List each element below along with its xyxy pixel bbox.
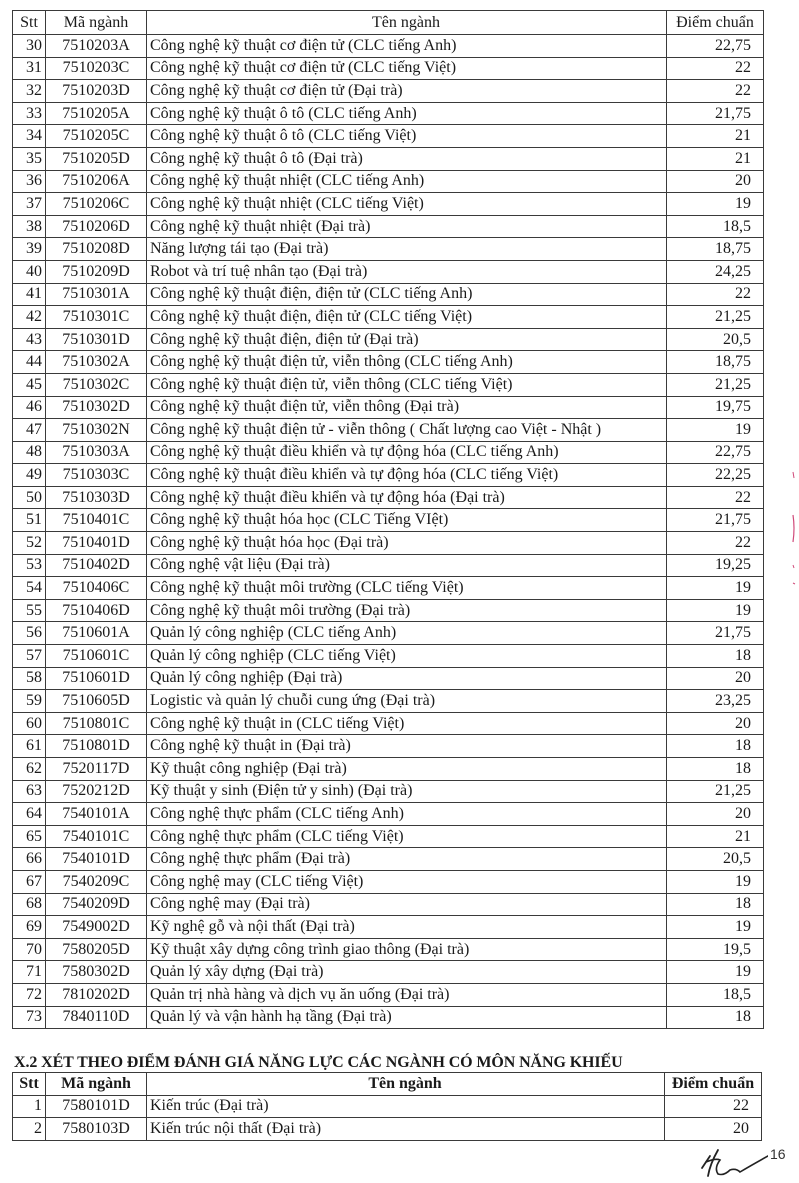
code-cell: 7510303D: [46, 486, 147, 509]
table-row: [13, 961, 764, 984]
code-cell: 7840110D: [46, 1006, 147, 1029]
name-cell: Công nghệ kỹ thuật in (Đại trà): [147, 735, 667, 758]
table-row: [13, 283, 764, 306]
score-cell: 20,5: [667, 848, 764, 871]
code-cell: 7510205D: [46, 147, 147, 170]
score-cell: 24,25: [667, 260, 764, 283]
code-cell: 7510301D: [46, 328, 147, 351]
stt-cell: 68: [13, 893, 46, 916]
stt-cell: 66: [13, 848, 46, 871]
stt-cell: 48: [13, 441, 46, 464]
code-cell: 7510208D: [46, 238, 147, 261]
code-cell: 7580205D: [46, 938, 147, 961]
stt-cell: 64: [13, 803, 46, 826]
table-row: [13, 328, 764, 351]
name-cell: Kỹ thuật công nghiệp (Đại trà): [147, 758, 667, 781]
header-code: Mã ngành: [46, 11, 147, 35]
stt-cell: 35: [13, 147, 46, 170]
name-cell: Công nghệ may (Đại trà): [147, 893, 667, 916]
table-row: [13, 803, 764, 826]
name-cell: Công nghệ kỹ thuật điện, điện tử (CLC tiếng Anh): [147, 283, 667, 306]
stt-cell: 58: [13, 667, 46, 690]
name-cell: Quản lý xây dựng (Đại trà): [147, 961, 667, 984]
table-row: [13, 260, 764, 283]
stt-cell: 40: [13, 260, 46, 283]
name-cell: Công nghệ kỹ thuật cơ điện tử (Đại trà): [147, 80, 667, 103]
stt-cell: 47: [13, 419, 46, 442]
name-cell: Công nghệ kỹ thuật nhiệt (CLC tiếng Anh): [147, 170, 667, 193]
name-cell: Công nghệ kỹ thuật ô tô (CLC tiếng Anh): [147, 102, 667, 125]
code-cell: 7510303A: [46, 441, 147, 464]
code-cell: 7510206C: [46, 193, 147, 216]
code-cell: 7510605D: [46, 690, 147, 713]
stt-cell: 42: [13, 306, 46, 329]
stt-cell: 54: [13, 577, 46, 600]
name-cell: Quản lý và vận hành hạ tầng (Đại trà): [147, 1006, 667, 1029]
header-stt: Stt: [13, 1073, 46, 1096]
score-cell: 21,25: [667, 780, 764, 803]
name-cell: Công nghệ kỹ thuật hóa học (CLC Tiếng VIệt): [147, 509, 667, 532]
table-row: [13, 419, 764, 442]
table-row: [13, 983, 764, 1006]
code-cell: 7510401C: [46, 509, 147, 532]
table-row: [13, 351, 764, 374]
code-cell: 7510203D: [46, 80, 147, 103]
name-cell: Kỹ nghệ gỗ và nội thất (Đại trà): [147, 916, 667, 939]
header-code: Mã ngành: [46, 1073, 147, 1096]
score-cell: 23,25: [667, 690, 764, 713]
score-cell: 18: [667, 735, 764, 758]
score-cell: 22: [667, 80, 764, 103]
code-cell: 7510303C: [46, 464, 147, 487]
code-cell: 7510206A: [46, 170, 147, 193]
code-cell: 7510203A: [46, 35, 147, 58]
score-cell: 22,75: [667, 35, 764, 58]
handwritten-signature-icon: [696, 1146, 768, 1180]
code-cell: 7510801C: [46, 712, 147, 735]
table-row: [13, 170, 764, 193]
code-cell: 7549002D: [46, 916, 147, 939]
code-cell: 7510406D: [46, 599, 147, 622]
name-cell: Kiến trúc (Đại trà): [147, 1095, 665, 1118]
score-cell: 20: [667, 712, 764, 735]
code-cell: 7510301A: [46, 283, 147, 306]
name-cell: Công nghệ kỹ thuật điện tử, viễn thông (Đại trà): [147, 396, 667, 419]
code-cell: 7540209D: [46, 893, 147, 916]
stt-cell: 45: [13, 373, 46, 396]
header-score: Điểm chuẩn: [665, 1073, 762, 1096]
stt-cell: 56: [13, 622, 46, 645]
table-row: [13, 102, 764, 125]
code-cell: 7510302A: [46, 351, 147, 374]
code-cell: 7540101C: [46, 825, 147, 848]
stt-cell: 30: [13, 35, 46, 58]
header-stt: Stt: [13, 11, 46, 35]
score-cell: 22: [667, 283, 764, 306]
stt-cell: 51: [13, 509, 46, 532]
name-cell: Công nghệ kỹ thuật ô tô (CLC tiếng Việt): [147, 125, 667, 148]
stt-cell: 46: [13, 396, 46, 419]
name-cell: Quản lý công nghiệp (CLC tiếng Anh): [147, 622, 667, 645]
code-cell: 7510302N: [46, 419, 147, 442]
code-cell: 7540101A: [46, 803, 147, 826]
name-cell: Công nghệ thực phẩm (CLC tiếng Việt): [147, 825, 667, 848]
table-row: [13, 893, 764, 916]
score-cell: 21,25: [667, 373, 764, 396]
table-row: [13, 938, 764, 961]
score-cell: 18: [667, 758, 764, 781]
name-cell: Công nghệ kỹ thuật nhiệt (CLC tiếng Việt): [147, 193, 667, 216]
table-row: [13, 441, 764, 464]
stt-cell: 63: [13, 780, 46, 803]
stt-cell: 44: [13, 351, 46, 374]
score-cell: 21,75: [667, 622, 764, 645]
name-cell: Công nghệ kỹ thuật cơ điện tử (CLC tiếng Việt): [147, 57, 667, 80]
code-cell: 7510801D: [46, 735, 147, 758]
name-cell: Quản lý công nghiệp (Đại trà): [147, 667, 667, 690]
table-row: [13, 147, 764, 170]
score-cell: 19: [667, 961, 764, 984]
score-cell: 18,5: [667, 983, 764, 1006]
table-row: [13, 1095, 762, 1118]
table-row: [13, 306, 764, 329]
code-cell: 7510206D: [46, 215, 147, 238]
stt-cell: 67: [13, 870, 46, 893]
stt-cell: 61: [13, 735, 46, 758]
score-cell: 22: [667, 57, 764, 80]
table-row: [13, 464, 764, 487]
stt-cell: 49: [13, 464, 46, 487]
score-cell: 21,25: [667, 306, 764, 329]
stt-cell: 71: [13, 961, 46, 984]
stt-cell: 36: [13, 170, 46, 193]
code-cell: 7510205A: [46, 102, 147, 125]
code-cell: 7510601A: [46, 622, 147, 645]
stt-cell: 52: [13, 532, 46, 555]
table-row: [13, 712, 764, 735]
stt-cell: 33: [13, 102, 46, 125]
table-row: [13, 690, 764, 713]
name-cell: Công nghệ kỹ thuật cơ điện tử (CLC tiếng Anh): [147, 35, 667, 58]
code-cell: 7510302C: [46, 373, 147, 396]
stt-cell: 59: [13, 690, 46, 713]
code-cell: 7510301C: [46, 306, 147, 329]
header-score: Điểm chuẩn: [667, 11, 764, 35]
name-cell: Công nghệ kỹ thuật điều khiển và tự động hóa (CLC tiếng Việt): [147, 464, 667, 487]
score-cell: 22,25: [667, 464, 764, 487]
table-row: [13, 622, 764, 645]
table-row: [13, 396, 764, 419]
name-cell: Kỹ thuật y sinh (Điện tử y sinh) (Đại trà): [147, 780, 667, 803]
name-cell: Công nghệ kỹ thuật điện tử - viễn thông ( Chất lượng cao Việt - Nhật ): [147, 419, 667, 442]
name-cell: Công nghệ may (CLC tiếng Việt): [147, 870, 667, 893]
main-table-body: [13, 35, 764, 1029]
table-row: [13, 35, 764, 58]
score-cell: 21: [667, 147, 764, 170]
stt-cell: 31: [13, 57, 46, 80]
score-cell: 21,75: [667, 509, 764, 532]
table-row: [13, 1006, 764, 1029]
name-cell: Kỹ thuật xây dựng công trình giao thông (Đại trà): [147, 938, 667, 961]
table-row: [13, 554, 764, 577]
table-row: [13, 645, 764, 668]
score-cell: 19,75: [667, 396, 764, 419]
table-row: [13, 125, 764, 148]
score-cell: 20: [667, 667, 764, 690]
score-cell: 18,75: [667, 351, 764, 374]
score-cell: 22: [667, 486, 764, 509]
aptitude-score-table: [12, 1072, 762, 1141]
table-row: [13, 373, 764, 396]
name-cell: Logistic và quản lý chuỗi cung ứng (Đại trà): [147, 690, 667, 713]
stt-cell: 57: [13, 645, 46, 668]
table-row: [13, 57, 764, 80]
code-cell: 7510406C: [46, 577, 147, 600]
code-cell: 7510209D: [46, 260, 147, 283]
score-cell: 19: [667, 577, 764, 600]
score-cell: 19,5: [667, 938, 764, 961]
name-cell: Công nghệ kỹ thuật môi trường (Đại trà): [147, 599, 667, 622]
score-cell: 18: [667, 1006, 764, 1029]
stt-cell: 70: [13, 938, 46, 961]
score-cell: 19: [667, 916, 764, 939]
table-row: [13, 215, 764, 238]
code-cell: 7540101D: [46, 848, 147, 871]
table-row: [13, 848, 764, 871]
score-cell: 22: [665, 1095, 762, 1118]
stt-cell: 62: [13, 758, 46, 781]
table-row: [13, 780, 764, 803]
name-cell: Công nghệ thực phẩm (CLC tiếng Anh): [147, 803, 667, 826]
stt-cell: 41: [13, 283, 46, 306]
stt-cell: 60: [13, 712, 46, 735]
table-row: [13, 667, 764, 690]
name-cell: Công nghệ kỹ thuật điều khiển và tự động hóa (Đại trà): [147, 486, 667, 509]
name-cell: Công nghệ kỹ thuật in (CLC tiếng Việt): [147, 712, 667, 735]
stt-cell: 73: [13, 1006, 46, 1029]
score-cell: 19: [667, 193, 764, 216]
code-cell: 7520117D: [46, 758, 147, 781]
score-cell: 20: [667, 803, 764, 826]
code-cell: 7580103D: [46, 1118, 147, 1141]
name-cell: Quản trị nhà hàng và dịch vụ ăn uống (Đại trà): [147, 983, 667, 1006]
name-cell: Công nghệ kỹ thuật môi trường (CLC tiếng Việt): [147, 577, 667, 600]
table-row: [13, 238, 764, 261]
stt-cell: 50: [13, 486, 46, 509]
code-cell: 7510302D: [46, 396, 147, 419]
code-cell: 7510601C: [46, 645, 147, 668]
stt-cell: 65: [13, 825, 46, 848]
score-cell: 22: [667, 532, 764, 555]
score-cell: 19: [667, 419, 764, 442]
table-row: [13, 1118, 762, 1141]
stt-cell: 55: [13, 599, 46, 622]
code-cell: 7580302D: [46, 961, 147, 984]
header-name: Tên ngành: [147, 1073, 665, 1096]
stt-cell: 1: [13, 1095, 46, 1118]
table-row: [13, 916, 764, 939]
name-cell: Kiến trúc nội thất (Đại trà): [147, 1118, 665, 1141]
table-row: [13, 870, 764, 893]
table-row: [13, 825, 764, 848]
score-cell: 21: [667, 825, 764, 848]
score-cell: 18: [667, 645, 764, 668]
table-header-row: [13, 1073, 762, 1096]
name-cell: Quản lý công nghiệp (CLC tiếng Việt): [147, 645, 667, 668]
stt-cell: 39: [13, 238, 46, 261]
stamp-edge-marks: [790, 470, 798, 600]
table-row: [13, 599, 764, 622]
table-row: [13, 193, 764, 216]
table-row: [13, 735, 764, 758]
table-row: [13, 758, 764, 781]
code-cell: 7520212D: [46, 780, 147, 803]
score-cell: 19: [667, 599, 764, 622]
name-cell: Công nghệ kỹ thuật điều khiển và tự động hóa (CLC tiếng Anh): [147, 441, 667, 464]
name-cell: Công nghệ thực phẩm (Đại trà): [147, 848, 667, 871]
name-cell: Công nghệ kỹ thuật điện, điện tử (CLC tiếng Việt): [147, 306, 667, 329]
name-cell: Công nghệ vật liệu (Đại trà): [147, 554, 667, 577]
score-cell: 20,5: [667, 328, 764, 351]
code-cell: 7540209C: [46, 870, 147, 893]
name-cell: Công nghệ kỹ thuật hóa học (Đại trà): [147, 532, 667, 555]
code-cell: 7510402D: [46, 554, 147, 577]
code-cell: 7510401D: [46, 532, 147, 555]
stt-cell: 43: [13, 328, 46, 351]
name-cell: Công nghệ kỹ thuật nhiệt (Đại trà): [147, 215, 667, 238]
name-cell: Công nghệ kỹ thuật ô tô (Đại trà): [147, 147, 667, 170]
stt-cell: 38: [13, 215, 46, 238]
stt-cell: 2: [13, 1118, 46, 1141]
score-cell: 22,75: [667, 441, 764, 464]
stt-cell: 32: [13, 80, 46, 103]
code-cell: 7510203C: [46, 57, 147, 80]
name-cell: Năng lượng tái tạo (Đại trà): [147, 238, 667, 261]
stt-cell: 34: [13, 125, 46, 148]
table-row: [13, 532, 764, 555]
name-cell: Công nghệ kỹ thuật điện tử, viễn thông (CLC tiếng Việt): [147, 373, 667, 396]
score-cell: 19: [667, 870, 764, 893]
table-row: [13, 577, 764, 600]
stt-cell: 69: [13, 916, 46, 939]
name-cell: Công nghệ kỹ thuật điện, điện tử (Đại trà): [147, 328, 667, 351]
stt-cell: 53: [13, 554, 46, 577]
table-header-row: [13, 11, 764, 35]
main-score-table: [12, 10, 764, 1029]
stt-cell: 72: [13, 983, 46, 1006]
name-cell: Công nghệ kỹ thuật điện tử, viễn thông (CLC tiếng Anh): [147, 351, 667, 374]
score-cell: 20: [665, 1118, 762, 1141]
score-cell: 19,25: [667, 554, 764, 577]
header-name: Tên ngành: [147, 11, 667, 35]
section-2-title: X.2 XÉT THEO ĐIỂM ĐÁNH GIÁ NĂNG LỰC CÁC NGÀNH CÓ MÔN NĂNG KHIẾU: [14, 1054, 623, 1071]
name-cell: Robot và trí tuệ nhân tạo (Đại trà): [147, 260, 667, 283]
code-cell: 7510205C: [46, 125, 147, 148]
score-cell: 21: [667, 125, 764, 148]
score-cell: 18,75: [667, 238, 764, 261]
score-cell: 20: [667, 170, 764, 193]
table-row: [13, 509, 764, 532]
page-number: 16: [770, 1146, 786, 1162]
table-row: [13, 80, 764, 103]
table-row: [13, 486, 764, 509]
stt-cell: 37: [13, 193, 46, 216]
score-cell: 18: [667, 893, 764, 916]
aptitude-table-body: [13, 1095, 762, 1140]
code-cell: 7580101D: [46, 1095, 147, 1118]
score-cell: 21,75: [667, 102, 764, 125]
code-cell: 7510601D: [46, 667, 147, 690]
score-cell: 18,5: [667, 215, 764, 238]
code-cell: 7810202D: [46, 983, 147, 1006]
